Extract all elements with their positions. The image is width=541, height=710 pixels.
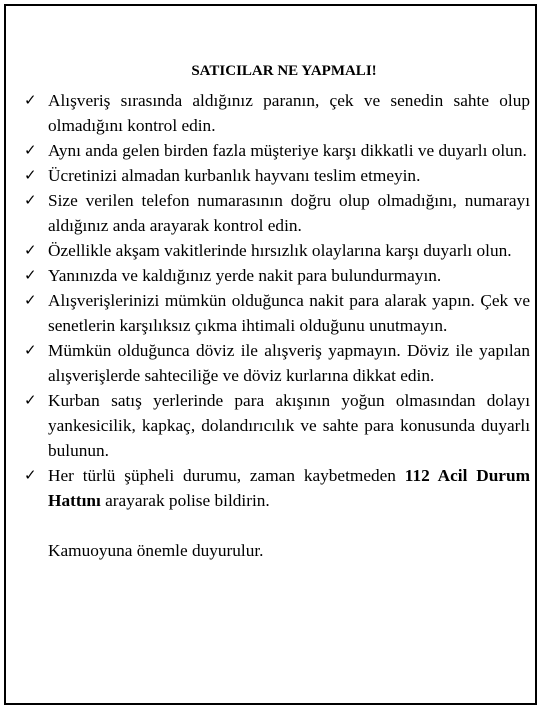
list-item [24, 238, 530, 263]
closing-line: Kamuoyuna önemle duyurulur. [48, 541, 264, 560]
emergency-text-before: Her türlü şüpheli durumu, zaman kaybetmeden [48, 466, 405, 485]
check-icon: ✓ [24, 241, 37, 259]
list-item [24, 138, 530, 163]
emergency-hotline: 112 Acil Durum Hattını [48, 466, 530, 510]
advice-list [24, 88, 530, 513]
list-item-text: Aynı anda gelen birden fazla müşteriye karşı dikkatli ve duyarlı olun. [48, 141, 527, 160]
check-icon: ✓ [24, 266, 37, 284]
list-item [24, 288, 530, 338]
check-icon: ✓ [24, 141, 37, 159]
notice-document [24, 60, 530, 563]
check-icon: ✓ [24, 166, 37, 184]
check-icon: ✓ [24, 391, 37, 409]
list-item-text: Kurban satış yerlerinde para akışının yoğun olmasından dolayı yankesicilik, kapkaç, dolandırıcılık ve sahte para konusunda duyarlı bulunun. [48, 391, 530, 460]
check-icon: ✓ [24, 291, 37, 309]
list-item [24, 188, 530, 238]
list-item-text: Yanınızda ve kaldığınız yerde nakit para bulundurmayın. [48, 266, 442, 285]
list-item-text: Özellikle akşam vakitlerinde hırsızlık olaylarına karşı duyarlı olun. [48, 241, 512, 260]
list-item-emergency [24, 463, 530, 513]
list-item [24, 263, 530, 288]
emergency-text-after: arayarak polise bildirin. [100, 491, 270, 510]
check-icon: ✓ [24, 91, 37, 109]
list-item [24, 163, 530, 188]
document-title: SATICILAR NE YAPMALI! [191, 63, 377, 79]
list-item [24, 388, 530, 463]
list-item-text: Mümkün olduğunca döviz ile alışveriş yapmayın. Döviz ile yapılan alışverişlerde sahteciliğe ve döviz kurlarına dikkat edin. [48, 341, 530, 385]
list-item [24, 88, 530, 138]
list-item-text: Ücretinizi almadan kurbanlık hayvanı teslim etmeyin. [48, 166, 421, 185]
list-item [24, 338, 530, 388]
check-icon: ✓ [24, 466, 37, 484]
list-item-text: Alışveriş sırasında aldığınız paranın, çek ve senedin sahte olup olmadığını kontrol edin. [48, 91, 530, 135]
check-icon: ✓ [24, 191, 37, 209]
list-item-text: Size verilen telefon numarasının doğru olup olmadığını, numarayı aldığınız anda arayarak kontrol edin. [48, 191, 530, 235]
list-item-text: Alışverişlerinizi mümkün olduğunca nakit para alarak yapın. Çek ve senetlerin karşılıksız çıkma ihtimali olduğunu unutmayın. [48, 291, 530, 335]
check-icon: ✓ [24, 341, 37, 359]
